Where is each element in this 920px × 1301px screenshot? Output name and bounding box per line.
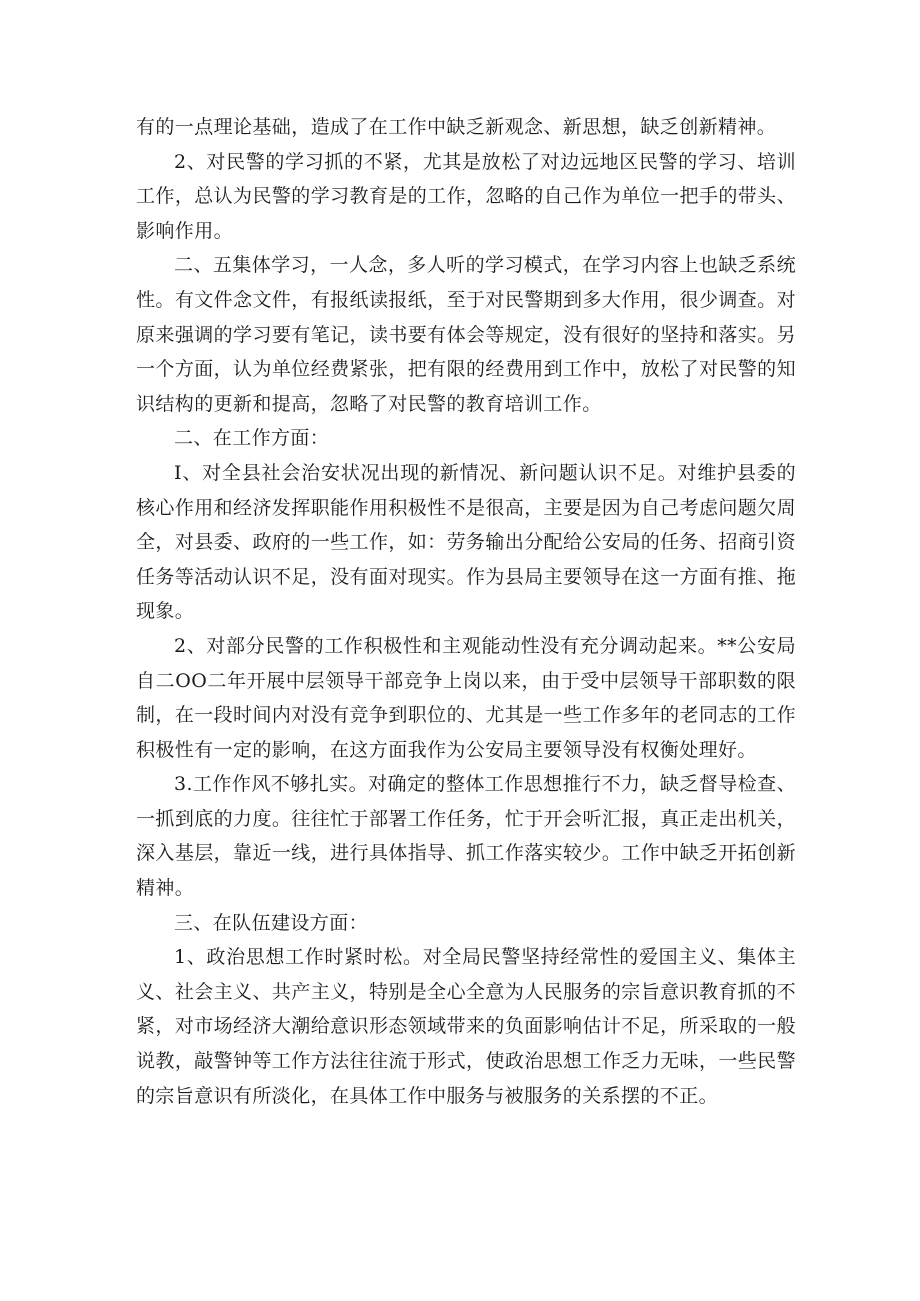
paragraph-political-work: 1、政治思想工作时紧时松。对全局民警坚持经常性的爱国主义、集体主义、社会主义、共产主义，特别是全心全意为人民服务的宗旨意识教育抓的不紧，对市场经济大潮给意识形态领域带来的负面影响估计不足，所采取的一般说教，敲警钟等工作方法往往流于形式，使政治思想工作乏力无味，一些民警的宗旨意识有所淡化，在具体工作中服务与被服务的关系摆的不正。 [136, 946, 796, 1107]
paragraph-police-motivation: 2、对部分民警的工作积极性和主观能动性没有充分调动起来。**公安局自二OO二年开展中层领导干部竞争上岗以来，由于受中层领导干部职数的限制，在一段时间内对没有竞争到职位的、尤其是一些工作多年的老同志的工作积极性有一定的影响，在这方面我作为公安局主要领导没有权衡处理好。 [136, 634, 796, 761]
paragraph-public-security-situation: I、对全县社会治安状况出现的新情况、新问题认识不足。对维护县委的核心作用和经济发挥职能作用积极性不是很高，主要是因为自己考虑问题欠周全，对县委、政府的一些工作，如：劳务输出分配给公安局的任务、招商引资任务等活动认识不足，没有面对现实。作为县局主要领导在这一方面有推、拖现象。 [136, 461, 796, 623]
paragraph-collective-study: 二、五集体学习，一人念，多人听的学习模式，在学习内容上也缺乏系统性。有文件念文件，有报纸读报纸，至于对民警期到多大作用，很少调查。对原来强调的学习要有笔记，读书要有体会等规定，没有很好的坚持和落实。另一个方面，认为单位经费紧张，把有限的经费用到工作中，放松了对民警的知识结构的更新和提高，忽略了对民警的教育培训工作。 [136, 254, 796, 415]
paragraph-theory-basis: 有的一点理论基础，造成了在工作中缺乏新观念、新思想，缺乏创新精神。 [136, 116, 777, 138]
paragraph-study-not-tight: 2、对民警的学习抓的不紧，尤其是放松了对边远地区民警的学习、培训工作，总认为民警的学习教育是的工作，忽略的自己作为单位一把手的带头、影响作用。 [136, 150, 796, 242]
heading-work-aspect: 二、在工作方面： [174, 427, 330, 450]
paragraph-work-style: 3.工作作风不够扎实。对确定的整体工作思想推行不力，缺乏督导检查、一抓到底的力度。往往忙于部署工作任务，忙于开会听汇报，真正走出机关，深入基层，靠近一线，进行具体指导、抓工作落实较少。工作中缺乏开拓创新精神。 [136, 773, 796, 900]
document-page [136, 110, 796, 1113]
heading-team-building: 三、在队伍建设方面： [174, 911, 369, 934]
